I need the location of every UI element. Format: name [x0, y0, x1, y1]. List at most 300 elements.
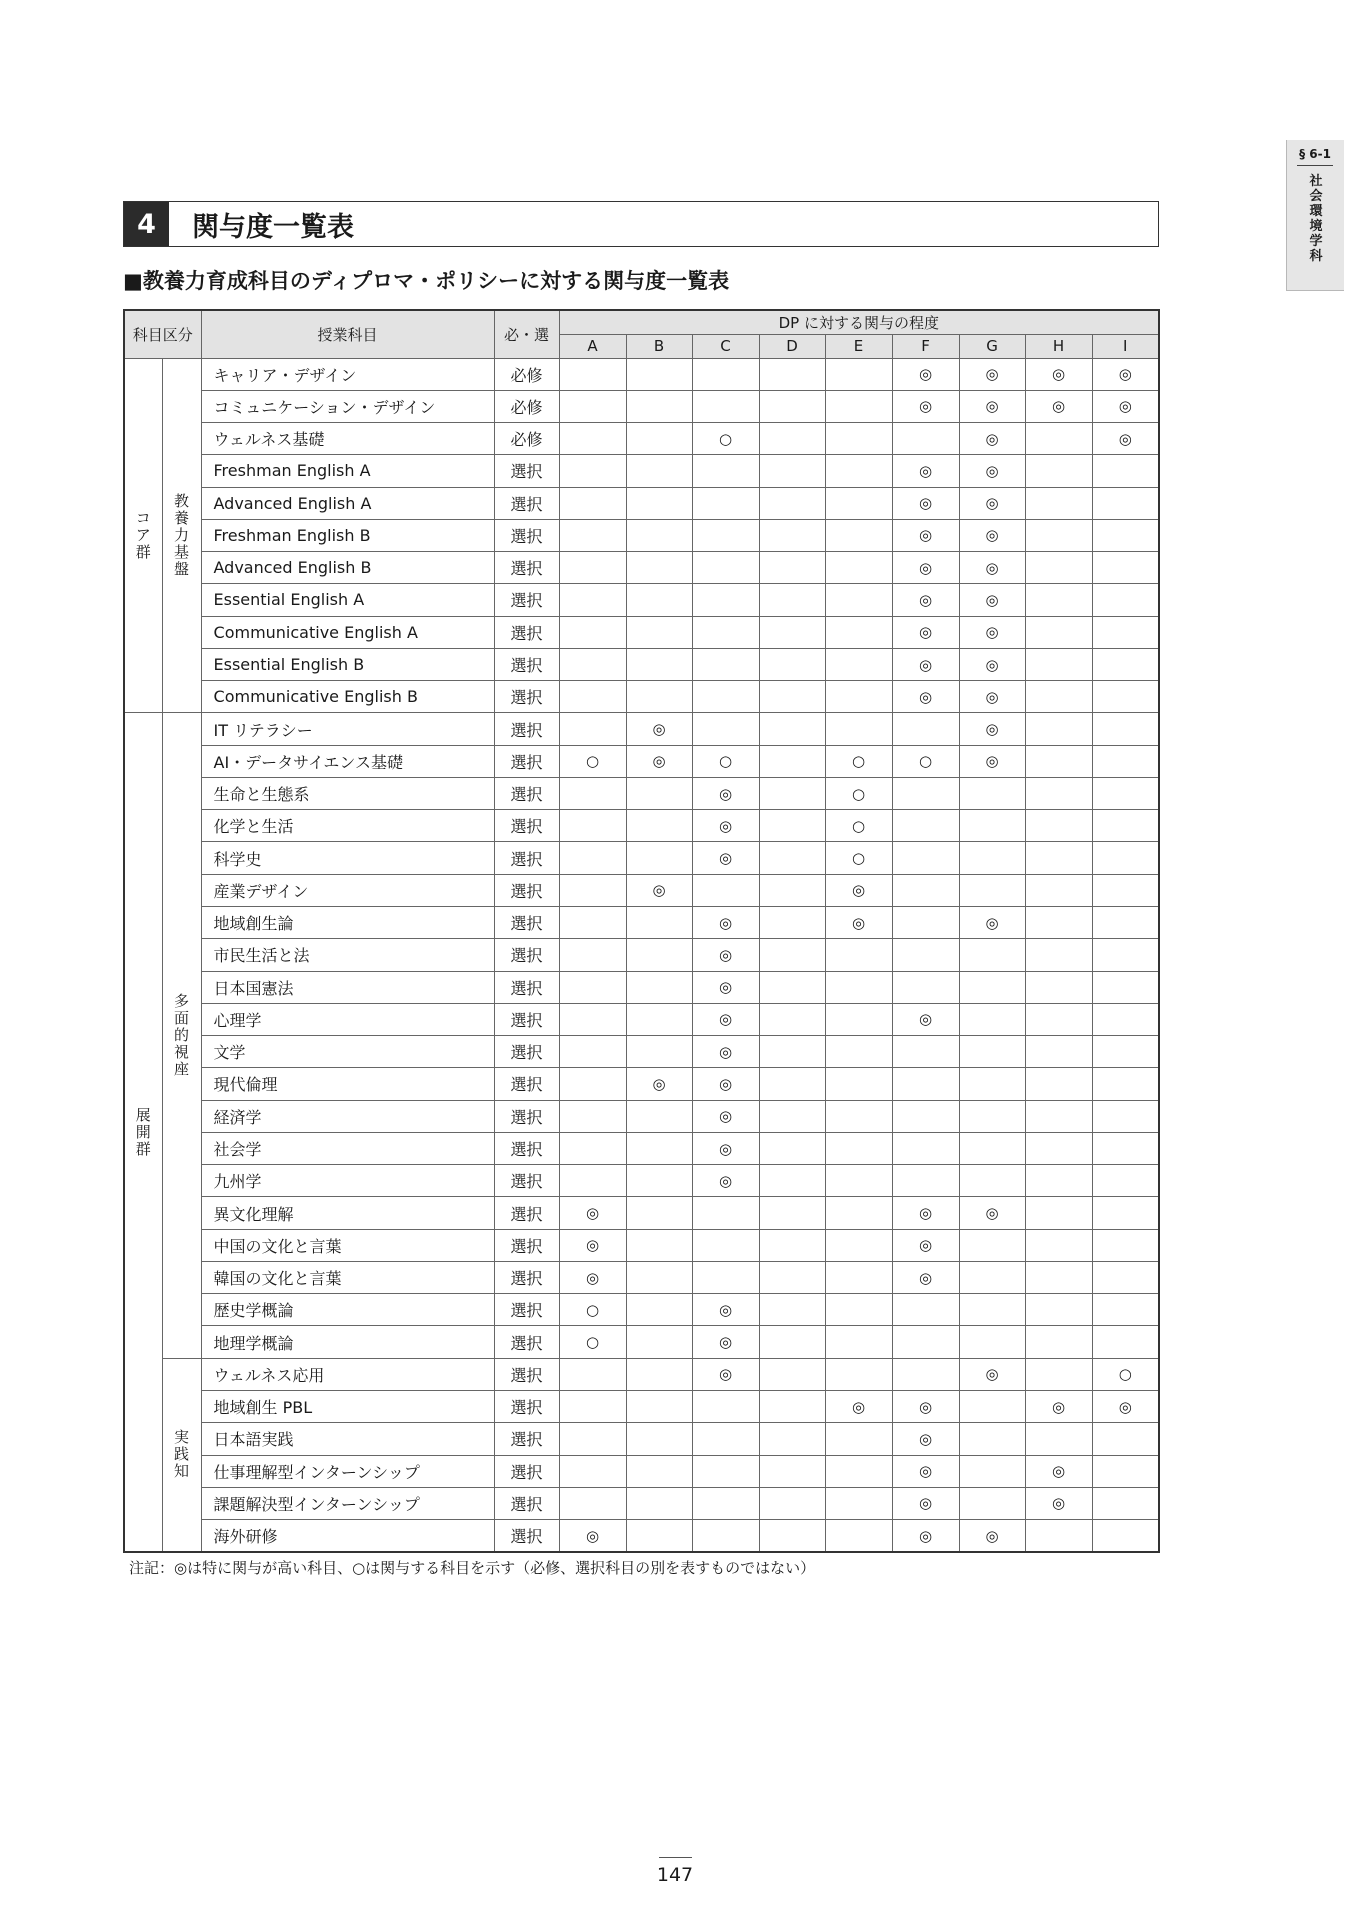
dp-relevance-mark: ◎: [892, 390, 959, 422]
dp-relevance-mark: [559, 1003, 626, 1035]
table-row: [124, 584, 1159, 616]
course-name: 産業デザイン: [201, 874, 494, 906]
category-subgroup: [162, 713, 201, 1358]
dp-relevance-mark: [1025, 713, 1092, 745]
dp-relevance-mark: [626, 1455, 692, 1487]
category-subgroup: [162, 358, 201, 713]
course-requirement: 選択: [494, 552, 559, 584]
dp-relevance-mark: ◎: [692, 1132, 759, 1164]
category-subgroup-label: 多面的視座: [173, 992, 189, 1079]
dp-relevance-mark: [1025, 1068, 1092, 1100]
dp-relevance-mark: [626, 810, 692, 842]
dp-relevance-mark: [959, 1132, 1025, 1164]
dp-relevance-mark: [759, 1455, 825, 1487]
header-dp-column: E: [825, 334, 892, 358]
course-requirement: 必修: [494, 423, 559, 455]
dp-relevance-mark: [692, 1455, 759, 1487]
dp-relevance-mark: [1025, 1261, 1092, 1293]
course-requirement: 選択: [494, 1036, 559, 1068]
dp-relevance-mark: [959, 1423, 1025, 1455]
dp-relevance-mark: [692, 552, 759, 584]
table-row: [124, 681, 1159, 713]
dp-relevance-mark: [825, 1165, 892, 1197]
dp-relevance-mark: [1092, 487, 1159, 519]
dp-relevance-mark: [759, 487, 825, 519]
dp-relevance-mark: [759, 1100, 825, 1132]
dp-relevance-mark: [892, 907, 959, 939]
course-name: 地理学概論: [201, 1326, 494, 1358]
dp-relevance-mark: ◎: [825, 874, 892, 906]
dp-relevance-mark: [626, 1261, 692, 1293]
dp-relevance-mark: ◎: [959, 616, 1025, 648]
dp-relevance-mark: [959, 1003, 1025, 1035]
course-name: AI・データサイエンス基礎: [201, 745, 494, 777]
dp-relevance-mark: [1092, 1197, 1159, 1229]
dp-relevance-mark: [959, 1487, 1025, 1519]
dp-relevance-mark: [825, 1132, 892, 1164]
dp-relevance-mark: [825, 1358, 892, 1390]
table-row: [124, 1487, 1159, 1519]
dp-relevance-mark: ◎: [959, 907, 1025, 939]
table-row: [124, 1165, 1159, 1197]
dp-relevance-mark: ◎: [692, 971, 759, 1003]
course-requirement: 選択: [494, 1423, 559, 1455]
dp-relevance-mark: [1092, 648, 1159, 680]
dp-relevance-mark: [1025, 648, 1092, 680]
dp-relevance-mark: [1092, 519, 1159, 551]
course-name: ウェルネス基礎: [201, 423, 494, 455]
dp-relevance-mark: ◎: [626, 713, 692, 745]
page-number: 147: [656, 1864, 694, 1886]
dp-relevance-mark: ◎: [1092, 423, 1159, 455]
category-group-label: 展開群: [135, 1105, 151, 1158]
dp-relevance-mark: [759, 455, 825, 487]
dp-relevance-mark: [959, 939, 1025, 971]
dp-relevance-mark: ◎: [892, 584, 959, 616]
dp-relevance-mark: [559, 1423, 626, 1455]
dp-relevance-mark: [626, 390, 692, 422]
dp-relevance-mark: [559, 971, 626, 1003]
dp-relevance-mark: ◎: [892, 1003, 959, 1035]
course-requirement: 選択: [494, 1520, 559, 1552]
course-requirement: 選択: [494, 842, 559, 874]
course-requirement: 選択: [494, 777, 559, 809]
dp-relevance-mark: ◎: [959, 648, 1025, 680]
dp-relevance-mark: [1092, 681, 1159, 713]
course-requirement: 選択: [494, 939, 559, 971]
dp-relevance-mark: [959, 1036, 1025, 1068]
dp-relevance-mark: [1092, 1132, 1159, 1164]
dp-relevance-mark: ◎: [692, 1165, 759, 1197]
dp-relevance-mark: ◎: [1025, 1487, 1092, 1519]
course-name: キャリア・デザイン: [201, 358, 494, 390]
dp-relevance-mark: [559, 455, 626, 487]
dp-relevance-mark: [892, 713, 959, 745]
dp-relevance-mark: [626, 1003, 692, 1035]
dp-relevance-mark: [626, 1036, 692, 1068]
dp-relevance-mark: ○: [825, 842, 892, 874]
dp-relevance-mark: [692, 874, 759, 906]
dp-relevance-mark: [759, 971, 825, 1003]
dp-relevance-mark: [759, 713, 825, 745]
course-name: 現代倫理: [201, 1068, 494, 1100]
course-requirement: 選択: [494, 1261, 559, 1293]
table-row: [124, 358, 1159, 390]
dp-relevance-mark: [759, 842, 825, 874]
course-requirement: 選択: [494, 455, 559, 487]
dp-relevance-mark: [825, 1261, 892, 1293]
dp-relevance-mark: [692, 1487, 759, 1519]
section-side-tab: [1286, 140, 1344, 291]
dp-relevance-mark: [559, 681, 626, 713]
dp-relevance-mark: [559, 713, 626, 745]
course-name: 科学史: [201, 842, 494, 874]
dp-relevance-mark: [892, 810, 959, 842]
dp-relevance-mark: [626, 1358, 692, 1390]
dp-relevance-mark: [1092, 1326, 1159, 1358]
table-row: [124, 907, 1159, 939]
dp-relevance-mark: ◎: [892, 681, 959, 713]
course-name: 社会学: [201, 1132, 494, 1164]
dp-relevance-mark: [559, 1100, 626, 1132]
dp-relevance-mark: [1092, 971, 1159, 1003]
dp-relevance-mark: [825, 1326, 892, 1358]
dp-relevance-mark: [759, 745, 825, 777]
course-requirement: 選択: [494, 1229, 559, 1261]
dp-relevance-mark: ◎: [892, 616, 959, 648]
dp-relevance-mark: [1092, 1294, 1159, 1326]
header-category: 科目区分: [124, 310, 201, 358]
course-requirement: 選択: [494, 584, 559, 616]
dp-relevance-mark: [959, 1229, 1025, 1261]
dp-relevance-mark: [1092, 777, 1159, 809]
dp-relevance-mark: [1025, 939, 1092, 971]
dp-relevance-mark: [759, 1520, 825, 1552]
dp-relevance-mark: [825, 552, 892, 584]
dp-relevance-mark: ◎: [959, 1358, 1025, 1390]
dp-relevance-mark: [559, 842, 626, 874]
table-row: [124, 1294, 1159, 1326]
dp-relevance-mark: ◎: [692, 1003, 759, 1035]
dp-relevance-mark: [825, 584, 892, 616]
dp-relevance-mark: [626, 939, 692, 971]
course-requirement: 選択: [494, 1132, 559, 1164]
dp-relevance-mark: [892, 842, 959, 874]
table-note: 注記：◎は特に関与が高い科目、○は関与する科目を示す（必修、選択科目の別を表すものではない）: [129, 1559, 816, 1577]
dp-relevance-mark: [626, 552, 692, 584]
dp-relevance-mark: ◎: [959, 487, 1025, 519]
dp-relevance-mark: [626, 423, 692, 455]
dp-relevance-mark: ◎: [892, 455, 959, 487]
section-title: 関与度一覧表: [192, 211, 354, 243]
course-name: 地域創生論: [201, 907, 494, 939]
table-row: [124, 423, 1159, 455]
dp-relevance-mark: ○: [892, 745, 959, 777]
table-row: [124, 777, 1159, 809]
dp-relevance-mark: [559, 552, 626, 584]
dp-relevance-mark: [892, 1068, 959, 1100]
dp-relevance-mark: [559, 648, 626, 680]
dp-relevance-mark: ◎: [1025, 358, 1092, 390]
dp-relevance-mark: [559, 584, 626, 616]
course-name: 市民生活と法: [201, 939, 494, 971]
dp-relevance-mark: ◎: [1025, 1455, 1092, 1487]
table-row: [124, 810, 1159, 842]
dp-relevance-mark: ○: [559, 1326, 626, 1358]
dp-relevance-mark: [1025, 810, 1092, 842]
dp-relevance-mark: ◎: [825, 1391, 892, 1423]
course-requirement: 選択: [494, 1100, 559, 1132]
table-row: [124, 1036, 1159, 1068]
course-requirement: 選択: [494, 616, 559, 648]
relevance-table: [123, 309, 1160, 1553]
dp-relevance-mark: [759, 874, 825, 906]
dp-relevance-mark: ○: [692, 423, 759, 455]
dp-relevance-mark: [1025, 1294, 1092, 1326]
dp-relevance-mark: [959, 1455, 1025, 1487]
dp-relevance-mark: [1025, 1132, 1092, 1164]
course-requirement: 選択: [494, 681, 559, 713]
dp-relevance-mark: ◎: [892, 519, 959, 551]
dp-relevance-mark: [759, 616, 825, 648]
course-name: Communicative English B: [201, 681, 494, 713]
dp-relevance-mark: [692, 616, 759, 648]
dp-relevance-mark: [825, 455, 892, 487]
dp-relevance-mark: [892, 1358, 959, 1390]
dp-relevance-mark: ◎: [892, 648, 959, 680]
dp-relevance-mark: ◎: [692, 1100, 759, 1132]
dp-relevance-mark: [1092, 552, 1159, 584]
dp-relevance-mark: [1025, 455, 1092, 487]
table-row: [124, 1455, 1159, 1487]
dp-relevance-mark: [626, 616, 692, 648]
course-requirement: 選択: [494, 487, 559, 519]
dp-relevance-mark: [692, 390, 759, 422]
course-name: Essential English A: [201, 584, 494, 616]
dp-relevance-mark: [959, 971, 1025, 1003]
dp-relevance-mark: [559, 1455, 626, 1487]
course-requirement: 選択: [494, 971, 559, 1003]
course-name: Communicative English A: [201, 616, 494, 648]
category-group: [124, 713, 162, 1552]
table-row: [124, 390, 1159, 422]
dp-relevance-mark: [626, 584, 692, 616]
dp-relevance-mark: [1025, 1100, 1092, 1132]
dp-relevance-mark: [692, 681, 759, 713]
course-name: IT リテラシー: [201, 713, 494, 745]
table-row: [124, 487, 1159, 519]
dp-relevance-mark: ◎: [559, 1520, 626, 1552]
dp-relevance-mark: ◎: [692, 810, 759, 842]
table-row: [124, 616, 1159, 648]
dp-relevance-mark: [759, 1261, 825, 1293]
category-group-label: コア群: [135, 508, 151, 561]
table-row: [124, 745, 1159, 777]
dp-relevance-mark: [825, 1294, 892, 1326]
dp-relevance-mark: [559, 487, 626, 519]
dp-relevance-mark: ◎: [959, 1197, 1025, 1229]
course-name: コミュニケーション・デザイン: [201, 390, 494, 422]
dp-relevance-mark: [825, 1455, 892, 1487]
dp-relevance-mark: [1025, 681, 1092, 713]
dp-relevance-mark: ◎: [892, 358, 959, 390]
dp-relevance-mark: [892, 1165, 959, 1197]
course-requirement: 選択: [494, 648, 559, 680]
dp-relevance-mark: ◎: [892, 1229, 959, 1261]
side-tab-divider: [1297, 165, 1333, 166]
dp-relevance-mark: ○: [559, 1294, 626, 1326]
section-code: § 6-1: [1299, 147, 1331, 161]
course-name: 韓国の文化と言葉: [201, 1261, 494, 1293]
course-name: 文学: [201, 1036, 494, 1068]
course-name: Essential English B: [201, 648, 494, 680]
dp-relevance-mark: [825, 487, 892, 519]
header-dp-column: I: [1092, 334, 1159, 358]
dp-relevance-mark: [825, 1520, 892, 1552]
dp-relevance-mark: [626, 1391, 692, 1423]
table-row: [124, 648, 1159, 680]
dp-relevance-mark: ◎: [959, 1520, 1025, 1552]
dp-relevance-mark: ◎: [692, 1068, 759, 1100]
dp-relevance-mark: [559, 616, 626, 648]
dp-relevance-mark: [959, 842, 1025, 874]
dp-relevance-mark: [1025, 971, 1092, 1003]
dp-relevance-mark: [825, 648, 892, 680]
dp-relevance-mark: [825, 358, 892, 390]
dp-relevance-mark: ◎: [1025, 1391, 1092, 1423]
dp-relevance-mark: [759, 1165, 825, 1197]
dp-relevance-mark: [1025, 874, 1092, 906]
dp-relevance-mark: ○: [825, 810, 892, 842]
dp-relevance-mark: [1092, 1100, 1159, 1132]
dp-relevance-mark: [559, 1036, 626, 1068]
table-row: [124, 455, 1159, 487]
table-row: [124, 1261, 1159, 1293]
header-dp-column: C: [692, 334, 759, 358]
dp-relevance-mark: [825, 1423, 892, 1455]
dp-relevance-mark: [1025, 616, 1092, 648]
course-requirement: 選択: [494, 1455, 559, 1487]
dp-relevance-mark: [1092, 907, 1159, 939]
course-name: 化学と生活: [201, 810, 494, 842]
dp-relevance-mark: [692, 1229, 759, 1261]
dp-relevance-mark: [626, 1165, 692, 1197]
dp-relevance-mark: [1092, 1487, 1159, 1519]
dp-relevance-mark: [892, 1036, 959, 1068]
dp-relevance-mark: [626, 358, 692, 390]
dp-relevance-mark: [825, 616, 892, 648]
dp-relevance-mark: [759, 648, 825, 680]
dp-relevance-mark: [759, 1036, 825, 1068]
dp-relevance-mark: ◎: [1092, 390, 1159, 422]
dp-relevance-mark: [759, 584, 825, 616]
dp-relevance-mark: ◎: [892, 1391, 959, 1423]
dp-relevance-mark: [759, 1487, 825, 1519]
dp-relevance-mark: [559, 358, 626, 390]
dp-relevance-mark: [825, 1229, 892, 1261]
dp-relevance-mark: ◎: [959, 390, 1025, 422]
dp-relevance-mark: [1025, 1165, 1092, 1197]
category-subgroup-label: 実践知: [173, 1428, 189, 1481]
dp-relevance-mark: ○: [692, 745, 759, 777]
dp-relevance-mark: [1092, 584, 1159, 616]
dp-relevance-mark: [559, 1391, 626, 1423]
dp-relevance-mark: ◎: [692, 1294, 759, 1326]
dp-relevance-mark: ◎: [892, 487, 959, 519]
dp-relevance-mark: [1092, 939, 1159, 971]
dp-relevance-mark: [559, 390, 626, 422]
page-number-rule: [659, 1857, 692, 1858]
dp-relevance-mark: [559, 519, 626, 551]
category-subgroup-label: 教養力基盤: [173, 491, 189, 578]
dp-relevance-mark: [959, 1294, 1025, 1326]
dp-relevance-mark: ◎: [892, 1455, 959, 1487]
dp-relevance-mark: [1025, 487, 1092, 519]
dp-relevance-mark: [759, 939, 825, 971]
dp-relevance-mark: [626, 1326, 692, 1358]
dp-relevance-mark: ◎: [892, 1487, 959, 1519]
dp-relevance-mark: [759, 907, 825, 939]
header-course: 授業科目: [201, 310, 494, 358]
course-requirement: 選択: [494, 1391, 559, 1423]
header-dp-column: D: [759, 334, 825, 358]
header-dp-column: G: [959, 334, 1025, 358]
header-dp-column: H: [1025, 334, 1092, 358]
course-name: Freshman English B: [201, 519, 494, 551]
dp-relevance-mark: [759, 1003, 825, 1035]
table-row: [124, 552, 1159, 584]
course-requirement: 選択: [494, 1197, 559, 1229]
table-row: [124, 939, 1159, 971]
course-requirement: 選択: [494, 1487, 559, 1519]
dp-relevance-mark: [825, 1487, 892, 1519]
dp-relevance-mark: [559, 777, 626, 809]
dp-relevance-mark: [759, 1132, 825, 1164]
course-name: ウェルネス応用: [201, 1358, 494, 1390]
table-body: [124, 358, 1159, 1552]
table-row: [124, 842, 1159, 874]
dp-relevance-mark: [692, 358, 759, 390]
course-name: 異文化理解: [201, 1197, 494, 1229]
table-row: [124, 1229, 1159, 1261]
dp-relevance-mark: ◎: [692, 1358, 759, 1390]
dp-relevance-mark: [759, 777, 825, 809]
dp-relevance-mark: [692, 713, 759, 745]
table-row: [124, 971, 1159, 1003]
dp-relevance-mark: [759, 1391, 825, 1423]
dp-relevance-mark: [825, 1036, 892, 1068]
header-dp: DP に対する関与の程度: [559, 310, 1159, 334]
dp-relevance-mark: [626, 907, 692, 939]
dp-relevance-mark: [1092, 1455, 1159, 1487]
header-dp-column: F: [892, 334, 959, 358]
dp-relevance-mark: [692, 519, 759, 551]
dp-relevance-mark: ◎: [626, 745, 692, 777]
dp-relevance-mark: ◎: [892, 1520, 959, 1552]
dp-relevance-mark: ◎: [692, 777, 759, 809]
dp-relevance-mark: [825, 1100, 892, 1132]
dp-relevance-mark: [892, 423, 959, 455]
course-requirement: 選択: [494, 907, 559, 939]
dp-relevance-mark: ◎: [959, 455, 1025, 487]
dp-relevance-mark: [559, 1165, 626, 1197]
dp-relevance-mark: [892, 874, 959, 906]
course-requirement: 選択: [494, 745, 559, 777]
table-row: [124, 1003, 1159, 1035]
dp-relevance-mark: [1025, 745, 1092, 777]
table-row: [124, 874, 1159, 906]
dp-relevance-mark: [692, 1423, 759, 1455]
